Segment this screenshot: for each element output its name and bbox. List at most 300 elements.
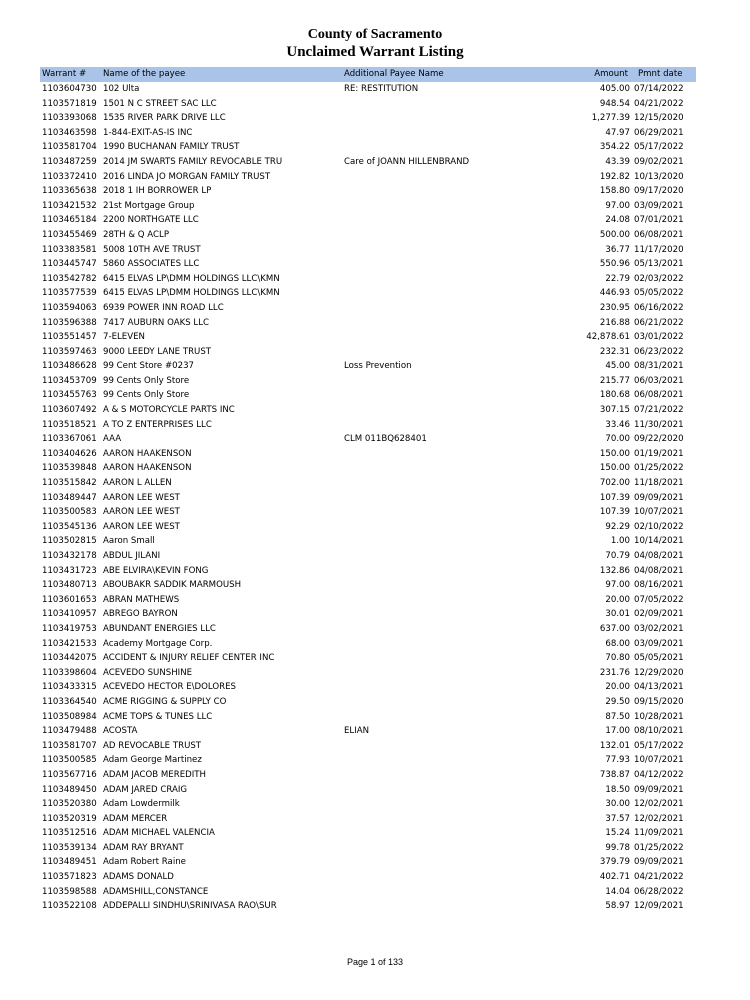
payee-name: Adam Lowdermilk [103,799,180,810]
payee-name: ADAM JACOB MEREDITH [103,769,206,780]
payment-date: 06/08/2021 [634,390,684,401]
amount: 180.68 [599,390,630,401]
table-row [40,520,696,535]
payee-name: Adam Robert Raine [103,857,186,868]
warrant-number: 1103522108 [42,901,97,912]
amount: 47.97 [605,127,630,138]
header-additional-payee: Additional Payee Name [344,69,444,79]
payee-name: ADAM MERCER [103,813,168,824]
additional-payee-name [344,243,514,258]
table-header [40,67,696,82]
additional-payee-name [344,870,514,885]
table-row [40,637,696,652]
warrant-number: 1103500583 [42,507,97,518]
warrant-number: 1103421533 [42,638,97,649]
additional-payee-name [344,140,514,155]
payee-name: 99 Cent Store #0237 [103,361,195,372]
table-row [40,243,696,258]
amount: 738.87 [599,769,630,780]
additional-payee-name [344,885,514,900]
payee-name: 2014 JM SWARTS FAMILY REVOCABLE TRU [103,156,283,167]
additional-payee-name [344,753,514,768]
warrant-number: 1103539848 [42,463,97,474]
additional-payee-name [344,345,514,360]
warrant-number: 1103520319 [42,813,97,824]
amount: 77.93 [605,755,630,766]
payment-date: 06/23/2022 [634,346,684,357]
additional-payee-name [344,228,514,243]
warrant-number: 1103486628 [42,361,97,372]
warrant-number: 1103453709 [42,375,97,386]
payee-name: AARON L ALLEN [103,478,172,489]
warrant-number: 1103433315 [42,682,97,693]
amount: 97.00 [605,200,630,211]
warrant-number: 1103594063 [42,302,97,313]
table-row [40,710,696,725]
table-row [40,447,696,462]
payee-name: 2200 NORTHGATE LLC [103,215,199,226]
additional-payee-name [344,622,514,637]
payment-date: 02/03/2022 [634,273,684,284]
payment-date: 07/01/2021 [634,215,684,226]
amount: 402.71 [599,872,630,883]
amount: 150.00 [599,448,630,459]
warrant-number: 1103383581 [42,244,97,255]
additional-payee-name [344,695,514,710]
header-payment-date: Pmnt date [638,69,683,79]
table-row [40,651,696,666]
table-row [40,753,696,768]
table-row [40,549,696,564]
amount: 30.00 [605,799,630,810]
warrant-number: 1103601653 [42,594,97,605]
payment-date: 04/13/2021 [634,682,684,693]
payee-name: 2016 LINDA JO MORGAN FAMILY TRUST [103,171,271,182]
table-row [40,593,696,608]
amount: 30.01 [605,609,630,620]
payment-date: 09/02/2021 [634,156,684,167]
warrant-number: 1103465184 [42,215,97,226]
additional-payee-name [344,461,514,476]
payment-date: 05/05/2021 [634,653,684,664]
amount: 22.79 [605,273,630,284]
warrant-number: 1103410957 [42,609,97,620]
payee-name: 6415 ELVAS LP\DMM HOLDINGS LLC\KMN [103,273,280,284]
payment-date: 04/08/2021 [634,565,684,576]
payee-name: 1990 BUCHANAN FAMILY TRUST [103,142,240,153]
amount: 132.86 [599,565,630,576]
table-row [40,213,696,228]
payee-name: Adam George Martinez [103,755,202,766]
warrant-number: 1103571823 [42,872,97,883]
additional-payee-name [344,491,514,506]
additional-payee-name [344,286,514,301]
payment-date: 12/29/2020 [634,667,684,678]
table-row [40,388,696,403]
amount: 18.50 [605,784,630,795]
payment-date: 04/21/2022 [634,98,684,109]
payee-name: AARON HAAKENSON [103,448,192,459]
header-warrant: Warrant # [42,69,87,79]
additional-payee-name [344,855,514,870]
warrant-number: 1103545136 [42,521,97,532]
payment-date: 07/21/2022 [634,405,684,416]
payee-name: ACEVEDO SUNSHINE [103,667,193,678]
amount: 192.82 [599,171,630,182]
payment-date: 06/03/2021 [634,375,684,386]
payment-date: 05/17/2022 [634,142,684,153]
warrant-number: 1103372410 [42,171,97,182]
amount: 948.54 [599,98,630,109]
payment-date: 01/25/2022 [634,463,684,474]
payment-date: 09/17/2020 [634,186,684,197]
warrant-number: 1103518521 [42,419,97,430]
payment-date: 08/31/2021 [634,361,684,372]
table-row [40,797,696,812]
payment-date: 09/15/2020 [634,696,684,707]
table-row [40,783,696,798]
table-row [40,724,696,739]
warrant-number: 1103463598 [42,127,97,138]
additional-payee-name [344,739,514,754]
payment-date: 10/28/2021 [634,711,684,722]
additional-payee-name [344,841,514,856]
table-row [40,432,696,447]
payee-name: 1501 N C STREET SAC LLC [103,98,217,109]
payment-date: 03/09/2021 [634,200,684,211]
additional-payee-name [344,520,514,535]
payee-name: ACEVEDO HECTOR E\DOLORES [103,682,236,693]
additional-payee-name [344,593,514,608]
table-row [40,359,696,374]
payment-date: 09/09/2021 [634,492,684,503]
amount: 92.29 [605,521,630,532]
payee-name: 1535 RIVER PARK DRIVE LLC [103,113,226,124]
table-row [40,184,696,199]
table-row [40,666,696,681]
payment-date: 01/19/2021 [634,448,684,459]
additional-payee-name [344,812,514,827]
payee-name: ACOSTA [103,726,138,737]
warrant-number: 1103432178 [42,551,97,561]
amount: 70.00 [605,434,630,445]
payee-name: ABOUBAKR SADDIK MARMOUSH [103,580,242,591]
payee-name: Academy Mortgage Corp. [103,638,213,649]
table-row [40,870,696,885]
payment-date: 02/10/2022 [634,521,684,532]
table-row [40,680,696,695]
payee-name: 99 Cents Only Store [103,375,190,386]
amount: 45.00 [605,361,630,372]
warrant-number: 1103364540 [42,696,97,707]
payee-name: ACCIDENT & INJURY RELIEF CENTER INC [103,653,275,664]
warrant-number: 1103607492 [42,405,97,416]
amount: 70.79 [605,551,630,561]
payment-date: 04/12/2022 [634,769,684,780]
warrant-number: 1103567716 [42,769,97,780]
payee-name: AARON LEE WEST [103,521,180,532]
payee-name: 6939 POWER INN ROAD LLC [103,302,224,313]
warrant-number: 1103479488 [42,726,97,737]
warrant-number: 1103393068 [42,113,97,124]
warrant-number: 1103539134 [42,842,97,853]
table-row [40,228,696,243]
amount: 99.78 [605,842,630,853]
amount: 637.00 [599,623,630,634]
amount: 107.39 [599,507,630,518]
additional-payee-name: ELIAN [344,726,370,737]
amount: 354.22 [599,142,630,153]
warrant-number: 1103404626 [42,448,97,459]
payment-date: 03/01/2022 [634,332,684,343]
table-row [40,476,696,491]
payee-name: ADAMS DONALD [103,872,174,883]
amount: 36.77 [605,244,630,255]
additional-payee-name [344,637,514,652]
payment-date: 11/17/2020 [634,244,684,255]
amount: 20.00 [605,594,630,605]
amount: 17.00 [605,726,630,737]
payment-date: 06/29/2021 [634,127,684,138]
amount: 379.79 [599,857,630,868]
table-row [40,899,696,914]
warrant-number: 1103596388 [42,317,97,328]
page-number: Page 1 of 133 [346,957,404,967]
payment-date: 05/17/2022 [634,740,684,751]
payee-name: AARON LEE WEST [103,507,180,518]
additional-payee-name [344,826,514,841]
additional-payee-name [344,549,514,564]
warrant-number: 1103542782 [42,273,97,284]
payment-date: 04/21/2022 [634,872,684,883]
warrant-number: 1103489451 [42,857,97,868]
amount: 87.50 [605,711,630,722]
table-row [40,695,696,710]
amount: 33.46 [605,419,630,430]
payee-name: 7-ELEVEN [103,332,145,343]
payee-name: 7417 AUBURN OAKS LLC [103,317,209,328]
additional-payee-name [344,111,514,126]
payment-date: 03/02/2021 [634,623,684,634]
additional-payee-name [344,783,514,798]
payment-date: 06/16/2022 [634,302,684,313]
table-row [40,272,696,287]
warrant-number: 1103455763 [42,390,97,401]
table-row [40,505,696,520]
additional-payee-name [344,388,514,403]
warrant-number: 1103398604 [42,667,97,678]
table-row [40,374,696,389]
table-row [40,126,696,141]
payee-name: 102 Ulta [103,84,140,94]
table-row [40,768,696,783]
additional-payee-name: Loss Prevention [344,361,412,372]
payee-name: A TO Z ENTERPRISES LLC [103,419,212,430]
additional-payee-name [344,213,514,228]
payment-date: 10/14/2021 [634,536,684,547]
amount: 42,878.61 [586,332,630,343]
payment-date: 01/25/2022 [634,842,684,853]
amount: 14.04 [605,886,630,897]
table-row [40,345,696,360]
payee-name: 99 Cents Only Store [103,390,190,401]
amount: 15.24 [605,828,630,839]
additional-payee-name [344,126,514,141]
payee-name: 21st Mortgage Group [103,200,195,211]
amount: 70.80 [605,653,630,664]
payee-name: ADAM JARED CRAIG [103,784,188,795]
payee-name: ADAMSHILL,CONSTANCE [103,886,209,897]
amount: 68.00 [605,638,630,649]
table-row [40,97,696,112]
payment-date: 06/08/2021 [634,229,684,240]
payee-name: AARON HAAKENSON [103,463,192,474]
amount: 500.00 [599,229,630,240]
warrant-number: 1103489450 [42,784,97,795]
amount: 150.00 [599,463,630,474]
payment-date: 12/02/2021 [634,799,684,810]
warrant-number: 1103571819 [42,98,97,109]
payment-date: 07/05/2022 [634,594,684,605]
warrant-number: 1103581704 [42,142,97,153]
additional-payee-name [344,505,514,520]
additional-payee-name [344,476,514,491]
warrant-number: 1103487259 [42,156,97,167]
amount: 58.97 [605,901,630,912]
payment-date: 11/30/2021 [634,419,684,430]
additional-payee-name: RE: RESTITUTION [344,84,419,94]
warrant-number: 1103455469 [42,229,97,240]
warrant-number: 1103480713 [42,580,97,591]
payee-name: 9000 LEEDY LANE TRUST [103,346,212,357]
warrant-table [40,67,696,914]
payment-date: 03/09/2021 [634,638,684,649]
warrant-number: 1103502815 [42,536,97,547]
payee-name: A & S MOTORCYCLE PARTS INC [103,405,235,416]
amount: 215.77 [599,375,630,386]
additional-payee-name [344,184,514,199]
payment-date: 06/21/2022 [634,317,684,328]
additional-payee-name [344,607,514,622]
amount: 550.96 [599,259,630,270]
warrant-number: 1103442075 [42,653,97,664]
table-row [40,491,696,506]
warrant-number: 1103520380 [42,799,97,810]
table-row [40,564,696,579]
payee-name: ABUNDANT ENERGIES LLC [103,623,216,634]
table-body [40,82,696,914]
warrant-number: 1103515842 [42,478,97,489]
amount: 405.00 [599,84,630,94]
table-row [40,170,696,185]
amount: 307.15 [599,405,630,416]
warrant-number: 1103419753 [42,623,97,634]
table-row [40,140,696,155]
header-amount: Amount [594,69,628,79]
payment-date: 11/09/2021 [634,828,684,839]
table-row [40,316,696,331]
additional-payee-name [344,257,514,272]
table-row [40,257,696,272]
amount: 132.01 [599,740,630,751]
payee-name: Aaron Small [103,536,155,547]
warrant-number: 1103551457 [42,332,97,343]
additional-payee-name [344,666,514,681]
additional-payee-name [344,418,514,433]
payment-date: 10/13/2020 [634,171,684,182]
additional-payee-name [344,899,514,914]
table-row [40,841,696,856]
payee-name: ADDEPALLI SINDHU\SRINIVASA RAO\SUR [103,901,277,912]
additional-payee-name [344,710,514,725]
payment-date: 07/14/2022 [634,84,684,94]
payment-date: 09/22/2020 [634,434,684,445]
payment-date: 10/07/2021 [634,507,684,518]
payee-name: AARON LEE WEST [103,492,180,503]
additional-payee-name [344,534,514,549]
payee-name: 28TH & Q ACLP [103,229,170,240]
payment-date: 05/05/2022 [634,288,684,299]
table-row [40,578,696,593]
report-title: County of Sacramento [307,27,443,42]
table-row [40,82,696,97]
amount: 231.76 [599,667,630,678]
table-row [40,403,696,418]
additional-payee-name [344,316,514,331]
payment-date: 09/09/2021 [634,857,684,868]
warrant-number: 1103508984 [42,711,97,722]
payee-name: ABDUL JILANI [103,551,161,561]
additional-payee-name [344,680,514,695]
payment-date: 08/10/2021 [634,726,684,737]
payment-date: 08/16/2021 [634,580,684,591]
amount: 43.39 [605,156,630,167]
payee-name: 6415 ELVAS LP\DMM HOLDINGS LLC\KMN [103,288,280,299]
payment-date: 04/08/2021 [634,551,684,561]
payment-date: 10/07/2021 [634,755,684,766]
additional-payee-name [344,97,514,112]
warrant-number: 1103577539 [42,288,97,299]
amount: 29.50 [605,696,630,707]
payee-name: 2018 1 IH BORROWER LP [103,186,212,197]
amount: 107.39 [599,492,630,503]
payment-date: 12/15/2020 [634,113,684,124]
payment-date: 06/28/2022 [634,886,684,897]
amount: 232.31 [599,346,630,357]
payee-name: ADAM MICHAEL VALENCIA [103,828,215,839]
warrant-number: 1103421532 [42,200,97,211]
payee-name: ABE ELVIRA\KEVIN FONG [103,565,209,576]
payment-date: 02/09/2021 [634,609,684,620]
warrant-number: 1103512516 [42,828,97,839]
additional-payee-name [344,651,514,666]
amount: 1,277.39 [591,113,630,124]
payee-name: ACME RIGGING & SUPPLY CO [103,696,227,707]
additional-payee-name [344,301,514,316]
payee-name: ABRAN MATHEWS [103,594,180,605]
table-row [40,199,696,214]
payment-date: 05/13/2021 [634,259,684,270]
payee-name: 5008 10TH AVE TRUST [103,244,201,255]
warrant-number: 1103597463 [42,346,97,357]
amount: 24.08 [605,215,630,226]
table-row [40,826,696,841]
payee-name: ACME TOPS & TUNES LLC [103,711,213,722]
payee-name: 1-844-EXIT-AS-IS INC [103,127,193,138]
payee-name: ADAM RAY BRYANT [103,842,184,853]
additional-payee-name [344,374,514,389]
additional-payee-name: Care of JOANN HILLENBRAND [344,156,470,167]
